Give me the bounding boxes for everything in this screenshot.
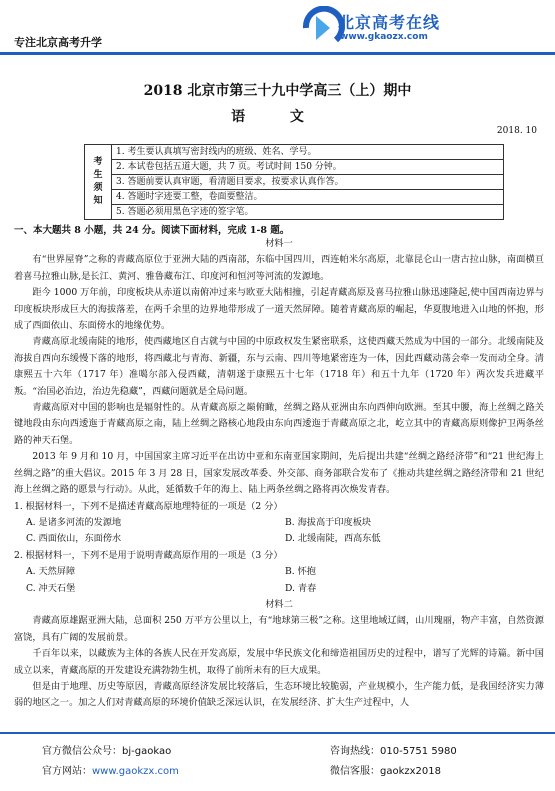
exam-subject: 语 文 (231, 109, 324, 125)
option: D. 北缓南陡，西高东低 (285, 533, 381, 545)
option: D. 青春 (285, 582, 317, 594)
paragraph: 青藏高原北缓南陡的地形，使西藏地区自古就与中国的中原政权发生紧密联系，这使西藏天然成为中国的一部分。北缓南陡及海拔自西向东缓慢下落的地形，将西藏北与青海、新疆，东与云南、四川等地紧密连为一体，因此西藏动荡会牵一发而动全身。清康熙五十六年（1717 年）准噶尔部入侵西藏，清朝遂于康熙五十七年（1718 年）和五十九年（1720 年）两次发兵进藏平叛。“治国必治边，治边先稳藏”，西藏问题就是全局问题。 (14, 336, 544, 397)
option: A. 天然屏障 (26, 566, 76, 578)
footer-divider (0, 732, 555, 734)
paragraph: 但是由于地理、历史等原因，青藏高原经济发展比较落后，生态环境比较脆弱，产业规模小，生产能力低，是我国经济实力薄弱的地区之一。加之人们对青藏高原的环境价值缺乏深远认识，在发展经济、扩大生产过程中，人 (14, 680, 544, 709)
header-divider (0, 52, 555, 55)
logo-name: 北京高考在线 (338, 13, 441, 32)
wechat-account: bj-gaokao (122, 746, 172, 757)
hotline-number: 010-5751 5980 (380, 746, 457, 757)
option: C. 西面依山，东面傍水 (26, 533, 122, 545)
notice-item: 5. 答题必须用黑色字迹的签字笔。 (112, 205, 504, 220)
notice-table (84, 144, 504, 220)
option: B. 怀抱 (285, 566, 316, 578)
paragraph: 距今 1000 万年前，印度板块从赤道以南俯冲过来与欧亚大陆相撞，引起青藏高原及喜马拉雅山脉迅速隆起,使中国西南边界与印度板块形成巨大的海拔落差，在两千余里的边界地带形成了一道天然屏障。随着青藏高原的崛起，华夏腹地进入山地的怀抱，形成了西面依山、东面傍水的地缘优势。 (14, 287, 544, 332)
notice-item: 3. 答题前要认真审题，看清题目要求，按要求认真作答。 (112, 175, 504, 190)
material-title: 材料一 (265, 238, 293, 249)
footer-wechat: 官方微信公众号：bj-gaokao (42, 746, 172, 757)
paragraph: 千百年以来，以藏族为主体的各族人民在开发高原，发展中华民族文化和缔造祖国历史的过程中，谱写了光辉的诗篇。新中国成立以来，青藏高原的开发建设充满勃勃生机，取得了前所未有的巨大成果。 (14, 648, 544, 676)
service-account: gaokzx2018 (380, 766, 442, 777)
logo-url[interactable]: www.gkaozx.com (340, 32, 428, 42)
paragraph: 青藏高原雄踞亚洲大陆，总面积 250 万平方公里以上，有“地球第三极”之称。这里地域辽阔，山川瑰丽，物产丰富，自然资源富饶，具有广阔的发展前景。 (14, 615, 544, 643)
exam-date: 2018. 10 (496, 126, 537, 136)
footer-service: 微信客服：gaokzx2018 (330, 766, 442, 777)
material-title: 材料二 (265, 598, 293, 610)
question-1 (14, 499, 544, 548)
notice-item: 1. 考生要认真填写密封线内的班级、姓名、学号。 (112, 145, 504, 160)
option: B. 海拔高于印度板块 (285, 516, 372, 528)
footer-hotline: 咨询热线：010-5751 5980 (330, 746, 457, 757)
option: A. 是诸多河流的发源地 (26, 516, 122, 528)
footer-site: 官方网站：www.gaokzx.com (42, 766, 179, 777)
notice-item: 2. 本试卷包括五道大题，共 7 页。考试时间 150 分钟。 (112, 160, 504, 175)
notice-side-label: 考 生 须 知 (85, 145, 112, 220)
section-heading: 一、本大题共 8 小题，共 24 分。阅读下面材料，完成 1-8 题。 (14, 225, 290, 236)
paragraph: 有“世界屋脊”之称的青藏高原位于亚洲大陆的西南部，东临中国四川，西连帕米尔高原，北靠昆仑山一唐古拉山脉，南面横亘着喜马拉雅山脉,是长江、黄河、雅鲁藏布江、印度河和恒河等河流的发源地。 (14, 254, 544, 282)
exam-title: 2018 北京市第三十九中学高三（上）期中 (143, 83, 412, 99)
question-stem: 1. 根据材料一，下列不是描述青藏高原地理特征的一项是（2 分） (14, 500, 283, 512)
question-2 (14, 548, 544, 597)
paragraph: 青藏高原对中国的影响也是辐射性的。从青藏高原之巅俯瞰，丝绸之路从亚洲由东向西伸向欧洲。至其中腰，海上丝绸之路关键地段由东向西逶迤于青藏高原之南，陆上丝绸之路核心地段由东向西逶迤于青藏高原之北，屹立其中的青藏高原则像护卫两条丝路的神天石堡。 (14, 402, 544, 446)
option: C. 冲天石堡 (26, 582, 76, 594)
material-one (14, 236, 544, 712)
question-stem: 2. 根据材料一，下列不是用于说明青藏高原作用的一项是（3 分） (14, 549, 283, 561)
site-link[interactable]: www.gaokzx.com (92, 766, 179, 777)
notice-item: 4. 答题时字迹要工整，卷面要整洁。 (112, 190, 504, 205)
header-slogan: 专注北京高考升学 (14, 36, 102, 49)
paragraph: 2013 年 9 月和 10 月，中国国家主席习近平在出访中亚和东南亚国家期间，先后提出共建“丝绸之路经济带”和“21 世纪海上丝绸之路”的重大倡议。2015 年 3 月 28 日，国家发展改革委、外交部、商务部联合发布了《推动共建丝绸之路经济带和 21 世纪海上丝绸之路的愿景与行动》。从此，延循数千年的海上、陆上两条丝绸之路将再次焕发青春。 (14, 451, 544, 496)
page-header (0, 0, 555, 56)
